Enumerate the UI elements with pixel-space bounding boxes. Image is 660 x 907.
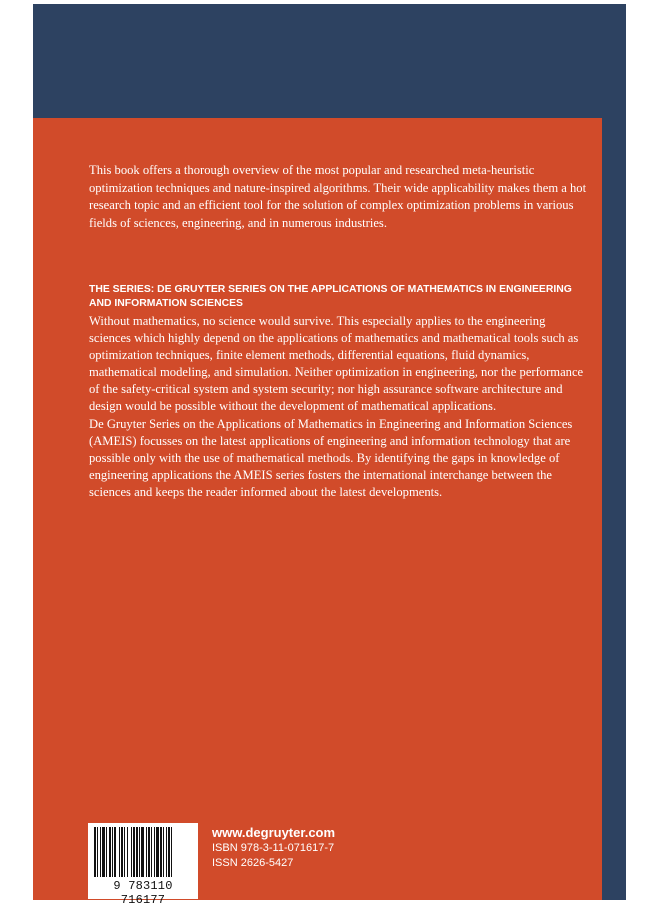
series-description	[89, 313, 584, 501]
intro-blurb: This book offers a thorough overview of the most popular and researched meta-heuristic optimization techniques and nature-inspired algorithms. Their wide applicability makes them a hot research topic and an efficient tool for the solution of complex optimization problems in various fields of sciences, engineering, and in numerous industries.	[89, 163, 587, 230]
barcode-bar	[139, 827, 140, 877]
barcode-bar	[148, 827, 150, 877]
barcode-bar	[171, 827, 172, 877]
barcode-bar	[127, 827, 128, 877]
series-paragraph-2: De Gruyter Series on the Applications of Mathematics in Engineering and Information Sciences (AMEIS) focusses on the latest applications of engineering and information technology that are possible only with the use of mathematical methods. By identifying the gaps in knowledge of engineering applications the AMEIS series fosters the international interchange between the sciences and keeps the reader informed about the latest developments.	[89, 416, 573, 499]
issn-number: ISSN 2626-5427	[212, 857, 294, 869]
barcode-bar	[102, 827, 105, 877]
barcode-bar	[124, 827, 125, 877]
publisher-imprint	[212, 825, 335, 871]
barcode-bar	[166, 827, 167, 877]
barcode-bars-icon	[93, 827, 193, 877]
orange-panel	[33, 118, 602, 900]
barcode-bar	[151, 827, 152, 877]
barcode-bar	[163, 827, 164, 877]
barcode-bar	[109, 827, 111, 877]
barcode-bar	[156, 827, 159, 877]
barcode-bar	[136, 827, 138, 877]
barcode-bar	[112, 827, 113, 877]
barcode-bar	[106, 827, 107, 877]
barcode-bar	[168, 827, 170, 877]
publisher-url[interactable]: www.degruyter.com	[212, 825, 336, 840]
barcode-bar	[154, 827, 155, 877]
isbn-number: ISBN 978-3-11-071617-7	[212, 842, 335, 854]
barcode-bar	[114, 827, 116, 877]
barcode-bar	[97, 827, 98, 877]
barcode-bar	[141, 827, 144, 877]
barcode-bar	[146, 827, 147, 877]
barcode	[88, 823, 198, 907]
barcode-bar	[133, 827, 135, 877]
barcode-digits: 9 783110 716177	[113, 879, 173, 907]
series-paragraph-1: Without mathematics, no science would survive. This especially applies to the engineering sciences which highly depend on the applications of mathematics and mathematical tools such as optimization techniques, finite element methods, differential equations, fluid dynamics, mathematical modeling, and simulation. Neither optimization in engineering, nor the performance of the safety-critical system and system security; nor high assurance software architecture and design would be possible without the development of mathematical applications.	[89, 314, 584, 414]
barcode-bar	[94, 827, 96, 877]
barcode-bar	[160, 827, 162, 877]
barcode-bar	[131, 827, 132, 877]
series-heading: THE SERIES: DE GRUYTER SERIES ON THE APPLICATIONS OF MATHEMATICS IN ENGINEERING AND INFORMATION SCIENCES	[89, 284, 572, 309]
barcode-bar	[121, 827, 123, 877]
barcode-bar	[119, 827, 120, 877]
barcode-bar	[100, 827, 101, 877]
